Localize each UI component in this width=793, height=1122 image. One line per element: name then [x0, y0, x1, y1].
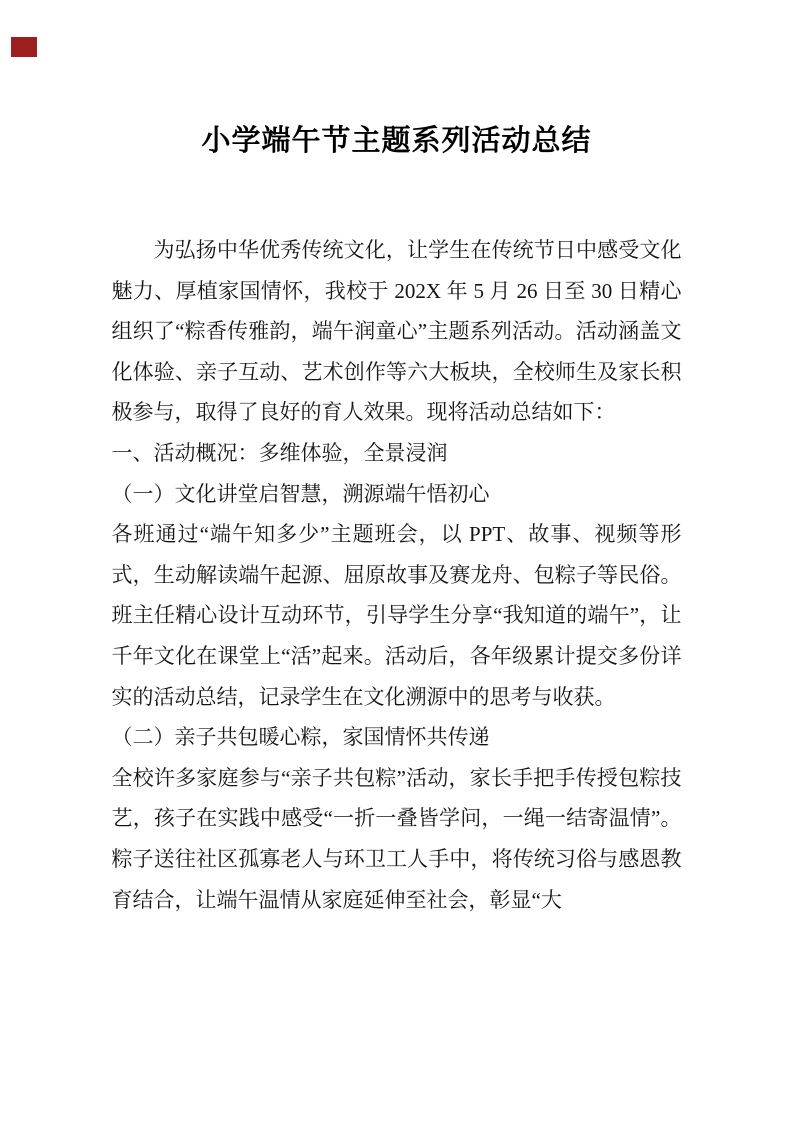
paragraph: （二）亲子共包暖心粽，家国情怀共传递 [111, 725, 490, 750]
document-body [112, 230, 682, 920]
red-corner-mark [11, 37, 37, 57]
paragraph: 全校许多家庭参与“亲子共包粽”活动，家长手把手传授包粽技艺，孩子在实践中感受“一折一叠皆学问，一绳一结寄温情”。粽子送往社区孤寡老人与环卫工人手中，将传统习俗与感恩教育结合，让端午温情从家庭延伸至社会，彰显“大 [111, 765, 682, 912]
paragraph: （一）文化讲堂启智慧，溯源端午悟初心 [111, 481, 490, 506]
document-title: 小学端午节主题系列活动总结 [201, 125, 592, 157]
paragraph: 为弘扬中华优秀传统文化，让学生在传统节日中感受文化魅力、厚植家国情怀，我校于 202X 年 5 月 26 日至 30 日精心组织了“粽香传雅韵，端午润童心”主题系列活动。活动涵盖文化体验、亲子互动、艺术创作等六大板块，全校师生及家长积极参与，取得了良好的育人效果。现将活动总结如下： [111, 238, 682, 425]
paragraph: 一、活动概况：多维体验，全景浸润 [111, 440, 448, 465]
paragraph: 各班通过“端午知多少”主题班会，以 PPT、故事、视频等形式，生动解读端午起源、屈原故事及赛龙舟、包粽子等民俗。班主任精心设计互动环节，引导学生分享“我知道的端午”，让千年文化在课堂上“活”起来。活动后，各年级累计提交多份详实的活动总结，记录学生在文化溯源中的思考与收获。 [111, 522, 682, 709]
